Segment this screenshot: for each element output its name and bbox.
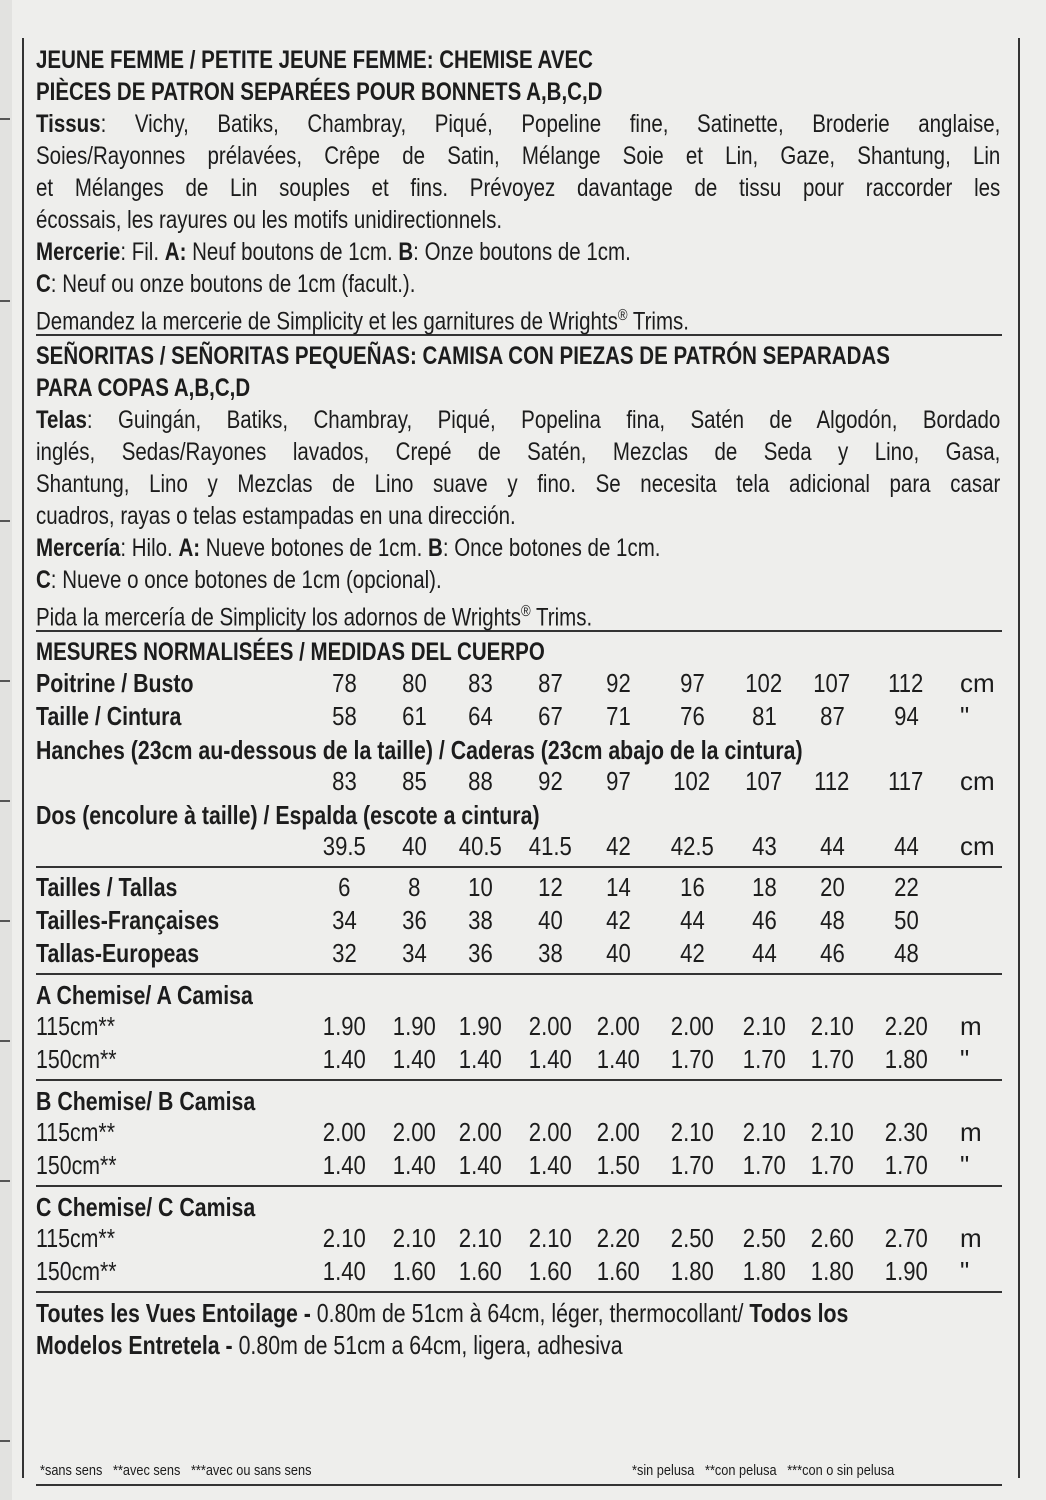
value-cell: 112 [814, 766, 850, 796]
value-cell: 1.90 [884, 1256, 928, 1286]
hip-row [36, 766, 1002, 799]
section-divider [36, 1079, 1002, 1081]
value-cell: 2.10 [742, 1117, 786, 1147]
value-cell: 10 [467, 872, 493, 902]
value-cell: 46 [819, 938, 845, 968]
value-cell: 1.40 [322, 1256, 366, 1286]
value-cell: 1.70 [810, 1044, 854, 1074]
value-cell: 32 [331, 938, 357, 968]
us-size-row [36, 872, 1002, 905]
view-b-150cm-row [36, 1150, 1002, 1183]
value-cell: 36 [467, 938, 493, 968]
value-cell: 87 [537, 668, 563, 698]
value-cell: 48 [893, 938, 919, 968]
value-cell: 2.10 [322, 1223, 366, 1253]
back-length-row [36, 831, 1002, 864]
size-table [36, 872, 1002, 971]
value-cell: 102 [745, 668, 783, 698]
value-cell: 6 [337, 872, 351, 902]
value-cell: 1.40 [528, 1044, 572, 1074]
value-cell: 76 [679, 701, 705, 731]
value-cell: 1.40 [392, 1150, 436, 1180]
value-cell: 1.40 [322, 1044, 366, 1074]
value-cell: 64 [467, 701, 493, 731]
registered-mark: ® [617, 307, 628, 324]
value-cell: 42 [605, 905, 631, 935]
value-cell: 34 [331, 905, 357, 935]
value-cell: 38 [467, 905, 493, 935]
unit-label: m [960, 1117, 982, 1147]
spanish-fabrics-line4: cuadros, rayas o telas estampadas en una dirección. [36, 502, 516, 530]
value-cell: 78 [331, 668, 357, 698]
value-cell: 1.40 [528, 1150, 572, 1180]
value-cell: 71 [605, 701, 631, 731]
value-cell: 97 [679, 668, 705, 698]
value-cell: 107 [745, 766, 783, 796]
view-a-yardage [36, 979, 1002, 1077]
spanish-notions-line2: C: Nueve o once botones de 1cm (opcional). [36, 566, 442, 594]
value-cell: 2.00 [528, 1117, 572, 1147]
value-cell: 2.20 [884, 1011, 928, 1041]
value-cell: 1.90 [458, 1011, 502, 1041]
row-label: 115cm** [36, 1011, 116, 1041]
french-notions-line1: Mercerie: Fil. A: Neuf boutons de 1cm. B: Onze boutons de 1cm. [36, 238, 631, 266]
row-label: Tallas-Europeas [36, 938, 200, 968]
value-cell: 43 [751, 831, 777, 861]
french-notions-line2: C: Neuf ou onze boutons de 1cm (facult.). [36, 270, 416, 298]
value-cell: 2.00 [670, 1011, 714, 1041]
view-c-title: C Chemise/ C Camisa [36, 1192, 256, 1222]
value-cell: 48 [819, 905, 845, 935]
value-cell: 2.10 [392, 1223, 436, 1253]
value-cell: 1.40 [392, 1044, 436, 1074]
spanish-title-line2: PARA COPAS A,B,C,D [36, 374, 251, 402]
value-cell: 1.40 [458, 1150, 502, 1180]
value-cell: 34 [401, 938, 427, 968]
value-cell: 2.00 [528, 1011, 572, 1041]
bottom-rule [36, 1484, 1002, 1486]
european-size-row [36, 938, 1002, 971]
value-cell: 67 [537, 701, 563, 731]
value-cell: 36 [401, 905, 427, 935]
value-cell: 2.60 [810, 1223, 854, 1253]
edge-tick [0, 680, 10, 682]
value-cell: 88 [467, 766, 493, 796]
unit-label: " [960, 1044, 970, 1074]
french-size-row [36, 905, 1002, 938]
view-b-title: B Chemise/ B Camisa [36, 1086, 256, 1116]
unit-label: cm [960, 766, 995, 796]
value-cell: 40.5 [458, 831, 502, 861]
french-notions-line3: Demandez la mercerie de Simplicity et les garnitures de Wrights® Trims. [36, 307, 690, 336]
value-cell: 14 [605, 872, 631, 902]
value-cell: 2.10 [528, 1223, 572, 1253]
value-cell: 2.00 [596, 1011, 640, 1041]
value-cell: 97 [605, 766, 631, 796]
french-fabrics-line3: et Mélanges de Lin souples et fins. Prévoyez davantage de tissu pour raccorder les [36, 174, 1001, 202]
value-cell: 40 [401, 831, 427, 861]
value-cell: 1.60 [392, 1256, 436, 1286]
view-c-150cm-row [36, 1256, 1002, 1289]
row-label: Taille / Cintura [36, 701, 182, 731]
body-measurements [36, 636, 1002, 864]
view-a-115cm-row [36, 1011, 1002, 1044]
spanish-notions-line3: Pida la mercería de Simplicity los adornos de Wrights® Trims. [36, 603, 593, 632]
value-cell: 81 [751, 701, 777, 731]
edge-tick [0, 300, 10, 302]
value-cell: 2.00 [458, 1117, 502, 1147]
view-b-115cm-row [36, 1117, 1002, 1150]
edge-tick [0, 1180, 10, 1182]
value-cell: 80 [401, 668, 427, 698]
value-cell: 1.40 [596, 1044, 640, 1074]
french-fabrics-line2: Soies/Rayonnes prélavées, Crêpe de Satin, Mélange Soie et Lin, Gaze, Shantung, Lin [36, 142, 1001, 170]
value-cell: 2.10 [742, 1011, 786, 1041]
unit-label: cm [960, 668, 995, 698]
value-cell: 2.70 [884, 1223, 928, 1253]
unit-label: " [960, 1256, 970, 1286]
value-cell: 2.10 [670, 1117, 714, 1147]
registered-mark: ® [521, 603, 531, 620]
value-cell: 92 [605, 668, 631, 698]
spanish-fabrics-line1: Telas: Guingán, Batiks, Chambray, Piqué, Popelina fina, Satén de Algodón, Bordado [36, 406, 1001, 434]
value-cell: 58 [331, 701, 357, 731]
french-fabrics-line4: écossais, les rayures ou les motifs unidirectionnels. [36, 206, 503, 234]
edge-tick [0, 520, 10, 522]
row-label: Poitrine / Busto [36, 668, 194, 698]
value-cell: 1.40 [322, 1150, 366, 1180]
edge-tick [0, 920, 10, 922]
section-divider [36, 1185, 1002, 1187]
view-a-title: A Chemise/ A Camisa [36, 980, 253, 1010]
section-divider [36, 973, 1002, 975]
value-cell: 1.80 [742, 1256, 786, 1286]
section-divider [36, 866, 1002, 868]
value-cell: 2.00 [322, 1117, 366, 1147]
value-cell: 22 [893, 872, 919, 902]
value-cell: 87 [819, 701, 845, 731]
back-length-label: Dos (encolure à taille) / Espalda (escote a cintura) [36, 800, 540, 830]
value-cell: 107 [813, 668, 851, 698]
value-cell: 83 [467, 668, 493, 698]
value-cell: 1.70 [884, 1150, 928, 1180]
value-cell: 61 [401, 701, 427, 731]
value-cell: 1.90 [392, 1011, 436, 1041]
value-cell: 8 [407, 872, 421, 902]
value-cell: 1.70 [670, 1044, 714, 1074]
bust-row [36, 668, 1002, 701]
value-cell: 112 [888, 668, 924, 698]
hip-label: Hanches (23cm au-dessous de la taille) / Caderas (23cm abajo de la cintura) [36, 735, 803, 765]
value-cell: 20 [819, 872, 845, 902]
value-cell: 85 [401, 766, 427, 796]
row-label: 115cm** [36, 1223, 116, 1253]
value-cell: 12 [537, 872, 563, 902]
value-cell: 50 [893, 905, 919, 935]
section-divider [36, 1291, 1002, 1293]
value-cell: 1.60 [458, 1256, 502, 1286]
value-cell: 40 [605, 938, 631, 968]
value-cell: 102 [673, 766, 711, 796]
value-cell: 16 [679, 872, 705, 902]
value-cell: 44 [893, 831, 919, 861]
row-label: 150cm** [36, 1044, 117, 1074]
unit-label: " [960, 1150, 970, 1180]
french-title-line2: PIÈCES DE PATRON SEPARÉES POUR BONNETS A,B,C,D [36, 78, 603, 106]
value-cell: 1.80 [884, 1044, 928, 1074]
value-cell: 2.10 [810, 1117, 854, 1147]
value-cell: 1.70 [742, 1044, 786, 1074]
edge-tick [0, 800, 10, 802]
value-cell: 38 [537, 938, 563, 968]
interfacing-line2: Modelos Entretela - 0.80m de 51cm a 64cm, ligera, adhesiva [36, 1330, 623, 1360]
value-cell: 44 [679, 905, 705, 935]
value-cell: 42 [605, 831, 631, 861]
value-cell: 1.80 [810, 1256, 854, 1286]
value-cell: 42.5 [670, 831, 714, 861]
measurements-heading: MESURES NORMALISÉES / MEDIDAS DEL CUERPO [36, 638, 545, 666]
value-cell: 2.30 [884, 1117, 928, 1147]
spanish-fabrics-line3: Shantung, Lino y Mezclas de Lino suave y fino. Se necesita tela adicional para casar [36, 470, 1001, 498]
value-cell: 40 [537, 905, 563, 935]
value-cell: 1.70 [810, 1150, 854, 1180]
value-cell: 1.60 [528, 1256, 572, 1286]
value-cell: 44 [751, 938, 777, 968]
row-label: Tailles / Tallas [36, 872, 178, 902]
value-cell: 1.60 [596, 1256, 640, 1286]
waist-row [36, 701, 1002, 734]
value-cell: 2.00 [596, 1117, 640, 1147]
value-cell: 2.10 [810, 1011, 854, 1041]
value-cell: 2.50 [670, 1223, 714, 1253]
value-cell: 18 [751, 872, 777, 902]
value-cell: 2.50 [742, 1223, 786, 1253]
unit-label: m [960, 1223, 982, 1253]
french-fabrics-line1: Tissus: Vichy, Batiks, Chambray, Piqué, Popeline fine, Satinette, Broderie anglaise, [36, 110, 1001, 138]
value-cell: 94 [893, 701, 919, 731]
view-c-115cm-row [36, 1223, 1002, 1256]
footer-spanish-key: *sin pelusa **con pelusa ***con o sin pelusa [632, 1462, 895, 1479]
value-cell: 1.90 [322, 1011, 366, 1041]
view-b-yardage [36, 1085, 1002, 1183]
value-cell: 83 [331, 766, 357, 796]
value-cell: 2.10 [458, 1223, 502, 1253]
value-cell: 41.5 [528, 831, 572, 861]
value-cell: 117 [888, 766, 924, 796]
row-label: 150cm** [36, 1150, 117, 1180]
interfacing-section [36, 1297, 1002, 1361]
value-cell: 39.5 [322, 831, 366, 861]
edge-tick [0, 118, 10, 120]
edge-tick [0, 1040, 10, 1042]
value-cell: 1.40 [458, 1044, 502, 1074]
value-cell: 1.70 [670, 1150, 714, 1180]
value-cell: 46 [751, 905, 777, 935]
row-label: 150cm** [36, 1256, 117, 1286]
page-edge [0, 0, 12, 1500]
spanish-fabrics-line2: inglés, Sedas/Rayones lavados, Crepé de Satén, Mezclas de Seda y Lino, Gasa, [36, 438, 1001, 466]
value-cell: 1.80 [670, 1256, 714, 1286]
view-a-150cm-row [36, 1044, 1002, 1077]
spanish-notions-line1: Mercería: Hilo. A: Nueve botones de 1cm. B: Once botones de 1cm. [36, 534, 661, 562]
left-border-line [22, 38, 24, 1478]
interfacing-line1: Toutes les Vues Entoilage - 0.80m de 51cm à 64cm, léger, thermocollant/ Todos los [36, 1298, 849, 1328]
view-c-yardage [36, 1191, 1002, 1289]
row-label: 115cm** [36, 1117, 116, 1147]
unit-label: m [960, 1011, 982, 1041]
unit-label: cm [960, 831, 995, 861]
spanish-title-line1: SEÑORITAS / SEÑORITAS PEQUEÑAS: CAMISA CON PIEZAS DE PATRÓN SEPARADAS [36, 342, 890, 370]
value-cell: 1.50 [596, 1150, 640, 1180]
value-cell: 42 [679, 938, 705, 968]
footer-french-key: *sans sens **avec sens ***avec ou sans sens [40, 1462, 312, 1479]
pattern-envelope-back [36, 44, 1002, 1361]
right-border-line [1018, 38, 1020, 1478]
spanish-section [36, 340, 1002, 632]
french-section [36, 44, 1002, 336]
unit-label: " [960, 701, 970, 731]
value-cell: 2.20 [596, 1223, 640, 1253]
value-cell: 1.70 [742, 1150, 786, 1180]
value-cell: 92 [537, 766, 563, 796]
value-cell: 44 [819, 831, 845, 861]
edge-tick [0, 1440, 10, 1442]
value-cell: 2.00 [392, 1117, 436, 1147]
french-title-line1: JEUNE FEMME / PETITE JEUNE FEMME: CHEMISE AVEC [36, 46, 593, 74]
row-label: Tailles-Françaises [36, 905, 220, 935]
